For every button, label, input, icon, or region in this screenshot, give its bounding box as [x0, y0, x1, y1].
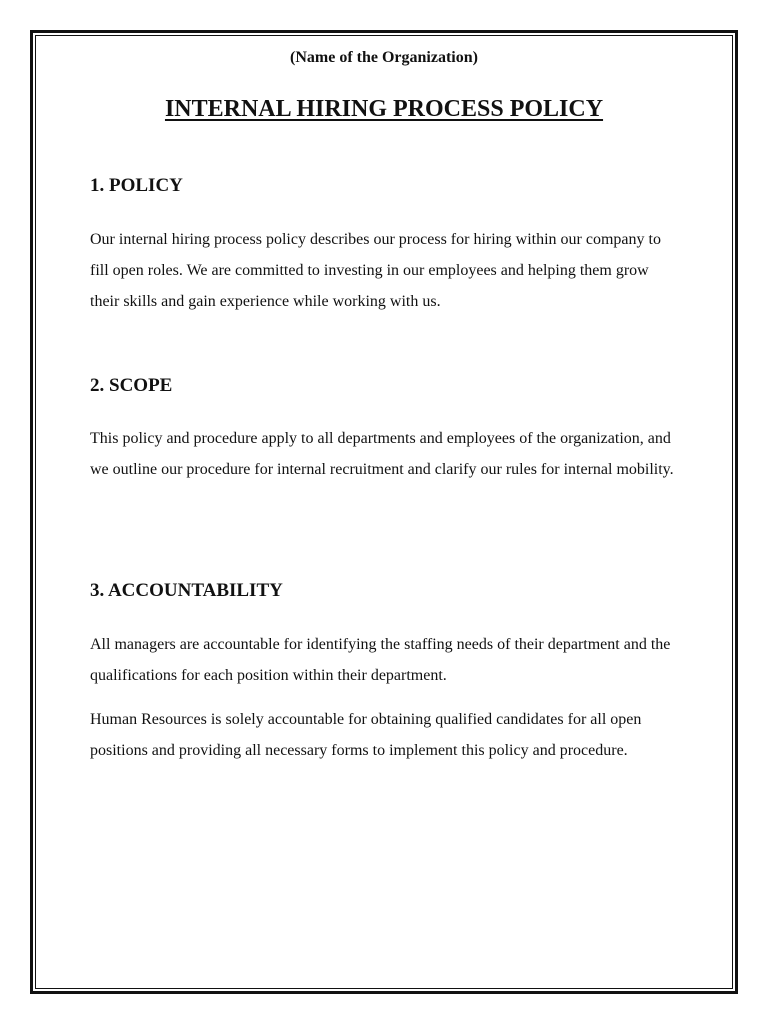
section-heading-policy: 1. POLICY [90, 175, 183, 196]
section-heading-accountability: 3. ACCOUNTABILITY [90, 580, 283, 601]
section-heading-scope: 2. SCOPE [90, 375, 173, 396]
scope-paragraph: This policy and procedure apply to all departments and employees of the organization, and we outline our procedure for internal recruitment and clarify our rules for internal mobility. [90, 430, 674, 478]
organization-name: (Name of the Organization) [290, 49, 478, 66]
policy-paragraph: Our internal hiring process policy describes our process for hiring within our company to fill open roles. We are committed to investing in our employees and helping them grow their skills and gain experience while working with us. [90, 231, 661, 310]
document-title: INTERNAL HIRING PROCESS POLICY [164, 96, 604, 122]
accountability-paragraph-hr: Human Resources is solely accountable for obtaining qualified candidates for all open positions and providing all necessary forms to implement this policy and procedure. [90, 711, 642, 759]
accountability-paragraph-managers: All managers are accountable for identifying the staffing needs of their department and the qualifications for each position within their department. [90, 636, 671, 684]
